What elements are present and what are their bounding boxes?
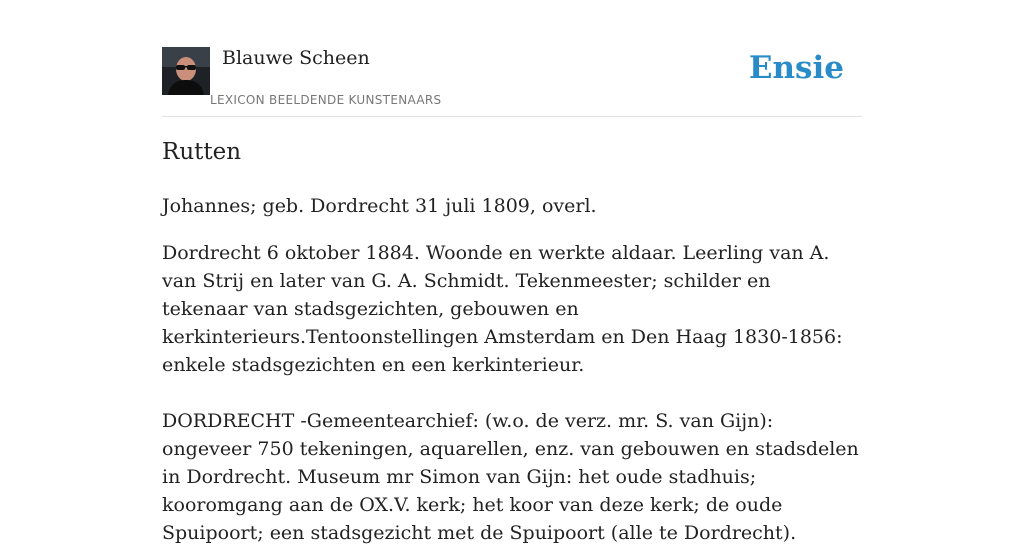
- article-body: [162, 192, 862, 547]
- user-avatar-icon: [162, 47, 210, 95]
- article-title: Rutten: [162, 139, 242, 165]
- article-intro: Johannes; geb. Dordrecht 31 juli 1809, overl.: [162, 195, 597, 217]
- avatar[interactable]: [162, 47, 210, 95]
- brand-logo[interactable]: Ensie: [748, 50, 844, 86]
- page-header: [162, 46, 862, 117]
- article-paragraph: DORDRECHT -Gemeentearchief: (w.o. de verz. mr. S. van Gijn): ongeveer 750 tekeningen, aquarellen, enz. van gebouwen en stadsdelen in Dordrecht. Museum mr Simon van Gijn: het oude stadhuis; kooromgang aan de OX.V. kerk; het koor van deze kerk; de oude Spuipoort; een stadsgezicht met de Spuipoort (alle te Dordrecht).: [162, 410, 859, 544]
- article-paragraph: Dordrecht 6 oktober 1884. Woonde en werkte aldaar. Leerling van A. van Strij en later van G. A. Schmidt. Tekenmeester; schilder en tekenaar van stadsgezichten, gebouwen en kerkinterieurs.Tentoonstellingen Amsterdam en Den Haag 1830-1856: enkele stadsgezichten en een kerkinterieur.: [162, 242, 843, 376]
- collection-name[interactable]: LEXICON BEELDENDE KUNSTENAARS: [210, 93, 442, 107]
- author-name[interactable]: Blauwe Scheen: [222, 47, 370, 69]
